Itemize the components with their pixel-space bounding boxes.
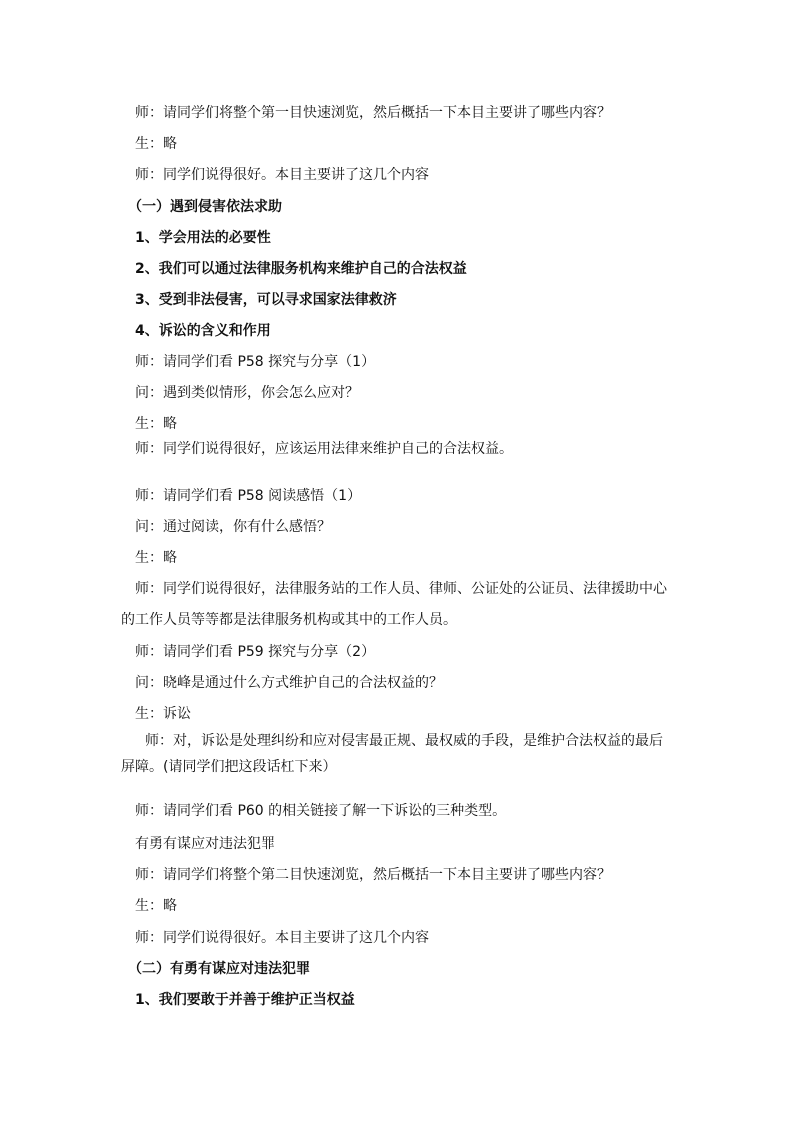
teacher-line-summary-1: 师：同学们说得很好。本目主要讲了这几个内容 [135,167,429,183]
student-line-4: 生：诉讼 [135,706,191,722]
teacher-line-p58-reading: 师：请同学们看 P58 阅读感悟（1） [135,488,362,504]
point-1-4: 4、诉讼的含义和作用 [135,323,271,339]
student-line-5: 生：略 [135,898,177,914]
teacher-line-response-1: 师：同学们说得很好，应该运用法律来维护自己的合法权益。 [135,441,513,457]
point-1-3: 3、受到非法侵害，可以寻求国家法律救济 [135,292,397,308]
teacher-line-p60: 师：请同学们看 P60 的相关链接了解一下诉讼的三种类型。 [135,803,507,819]
teacher-line-response-2: 师：同学们说得很好，法律服务站的工作人员、律师、公证处的公证员、法律援助中心 [135,581,667,597]
student-line-3: 生：略 [135,550,177,566]
teacher-line-litigation: 师：对，诉讼是处理纠纷和应对侵害最正规、最权威的手段，是维护合法权益的最后 [145,733,663,749]
question-line-2: 问：通过阅读，你有什么感悟？ [135,519,331,535]
point-1-2: 2、我们可以通过法律服务机构来维护自己的合法权益 [135,261,467,277]
section-heading-2: （二）有勇有谋应对违法犯罪 [128,961,310,977]
teacher-line-litigation-cont: 屏障。(请同学们把这段话杠下来） [121,759,337,775]
question-line-3: 问：晓峰是通过什么方式维护自己的合法权益的？ [135,675,443,691]
teacher-line-overview-2: 师：请同学们将整个第二目快速浏览，然后概括一下本目主要讲了哪些内容？ [135,867,611,883]
student-line-2: 生：略 [135,416,177,432]
point-2-1: 1、我们要敢于并善于维护正当权益 [135,992,355,1008]
teacher-line-p59-explore: 师：请同学们看 P59 探究与分享（2） [135,644,376,660]
student-line-1: 生：略 [135,136,177,152]
teacher-line-response-2-cont: 的工作人员等等都是法律服务机构或其中的工作人员。 [121,612,457,628]
section-heading-1: （一）遇到侵害依法求助 [128,199,282,215]
teacher-line-summary-2: 师：同学们说得很好。本目主要讲了这几个内容 [135,930,429,946]
teacher-line-p58-explore: 师：请同学们看 P58 探究与分享（1） [135,354,376,370]
subtopic-title: 有勇有谋应对违法犯罪 [135,836,275,852]
question-line-1: 问：遇到类似情形，你会怎么应对？ [135,385,359,401]
teacher-line-overview-1: 师：请同学们将整个第一目快速浏览，然后概括一下本目主要讲了哪些内容？ [135,105,611,121]
point-1-1: 1、学会用法的必要性 [135,230,271,246]
